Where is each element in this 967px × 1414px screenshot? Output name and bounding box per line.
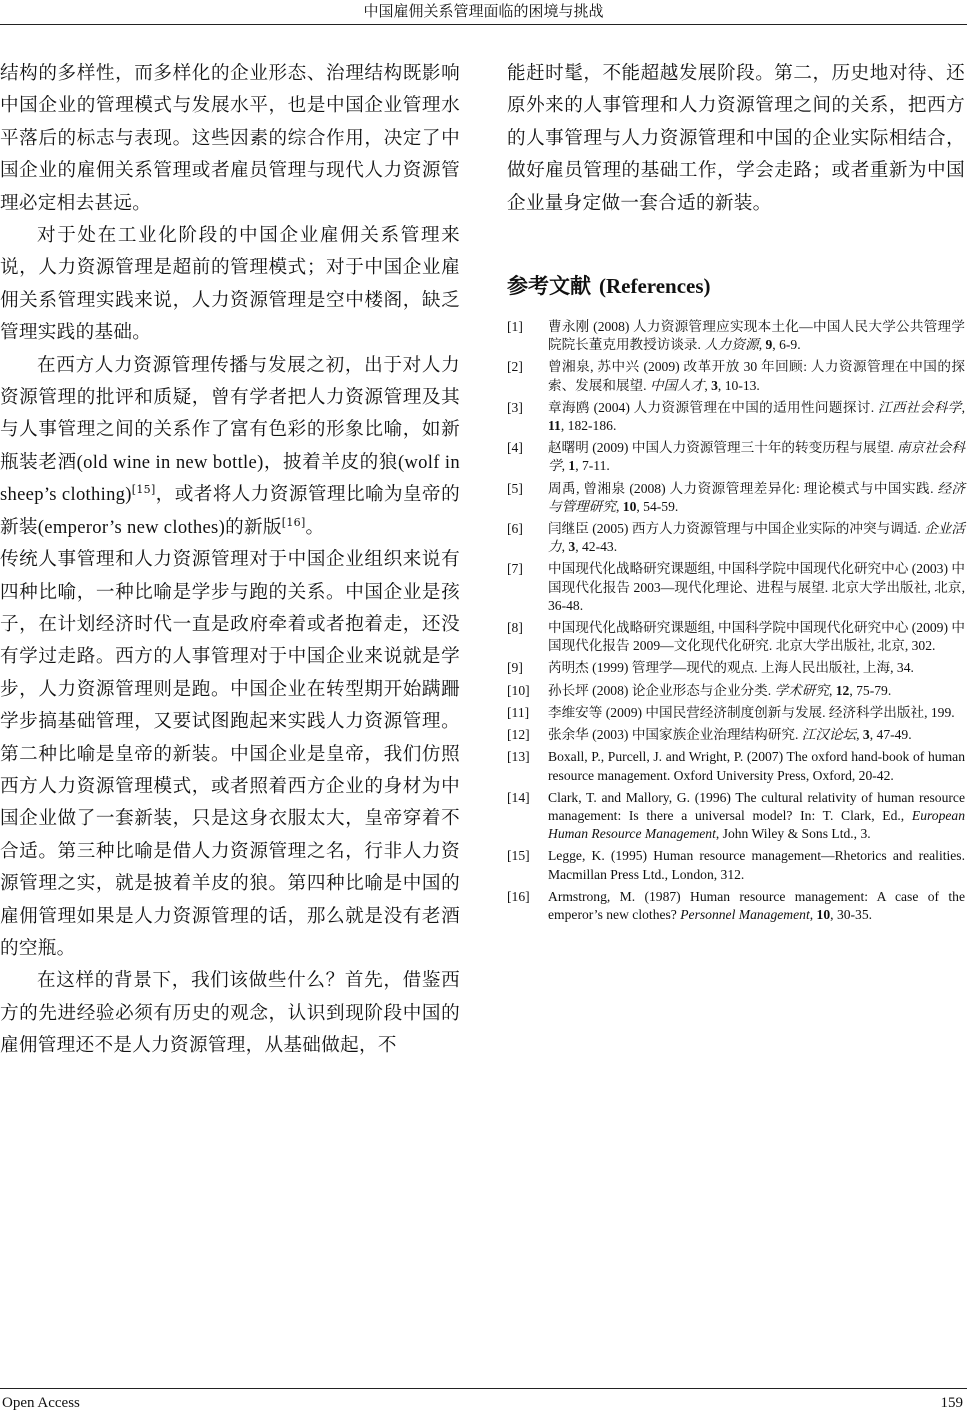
reference-item	[507, 318, 965, 354]
reference-number: [16]	[507, 888, 530, 904]
p3-text-c: ，披着羊皮的狼	[263, 451, 398, 473]
reference-item	[507, 847, 965, 883]
reference-sep: ,	[758, 337, 766, 353]
reference-item	[507, 888, 965, 924]
p3-text-f: (emperor’s new clothes)	[37, 516, 226, 538]
references-title-cn: 参考文献	[507, 273, 591, 299]
reference-sep: ,	[704, 377, 712, 393]
reference-list	[507, 318, 965, 924]
reference-pages: , 10-13.	[717, 377, 760, 393]
reference-pages: , 54-59.	[636, 498, 679, 514]
reference-sep: ,	[961, 399, 965, 415]
reference-text: 李维安等 (2009) 中国民营经济制度创新与发展. 经济科学出版社, 199.	[548, 704, 955, 720]
reference-volume: 10	[816, 906, 831, 922]
reference-volume: 3	[862, 727, 870, 743]
reference-item	[507, 480, 965, 516]
reference-item	[507, 748, 965, 784]
reference-pages: , 47-49.	[869, 727, 912, 743]
reference-volume: 9	[765, 337, 773, 353]
reference-text: 张余华 (2003) 中国家族企业治理结构研究.	[548, 727, 802, 743]
reference-number: [4]	[507, 440, 523, 456]
reference-journal: 学术研究	[774, 682, 829, 698]
citation-15[interactable]: [15]	[131, 483, 156, 497]
page-number: 159	[940, 1395, 963, 1411]
reference-item	[507, 704, 965, 722]
reference-volume: 10	[622, 498, 637, 514]
reference-item	[507, 520, 965, 556]
reference-volume: 3	[711, 377, 718, 393]
reference-sep: ,	[615, 498, 623, 514]
paragraph-2: 对于处在工业化阶段的中国企业雇佣关系管理来说，人力资源管理是超前的管理模式；对于中国企业雇佣关系管理实践来说，人力资源管理是空中楼阁，缺乏管理实践的基础。	[0, 225, 460, 344]
reference-number: [11]	[507, 704, 530, 720]
reference-volume: 1	[568, 458, 576, 474]
reference-number: [10]	[507, 682, 530, 698]
paragraph-6: 能赶时髦，不能超越发展阶段。第二，历史地对待、还原外来的人事管理和人力资源管理之间的关系，把西方的人事管理与人力资源管理和中国的企业实际相结合，做好雇员管理的基础工作，学会走路；或者重新为中国企业量身定做一套合适的新装。	[507, 63, 965, 214]
reference-item	[507, 682, 965, 700]
reference-text: 闫继臣 (2005) 西方人力资源管理与中国企业实际的冲突与调适.	[548, 521, 925, 537]
reference-text: 芮明杰 (1999) 管理学—现代的观点. 上海人民出版社, 上海, 34.	[548, 660, 914, 676]
left-column	[0, 58, 460, 1063]
paragraph-5: 在这样的背景下，我们该做些什么？首先，借鉴西方的先进经验必须有历史的观念，认识到现阶段中国的雇佣管理还不是人力资源管理，从基础做起，不	[0, 970, 460, 1057]
p3-text-b: (old wine in new bottle)	[76, 451, 264, 473]
reference-pages: , 7-11.	[575, 458, 610, 474]
reference-sep: ,	[561, 539, 569, 555]
reference-journal: 江西社会科学	[877, 399, 962, 415]
reference-item	[507, 726, 965, 744]
reference-text: 章海鸥 (2004) 人力资源管理在中国的适用性问题探讨.	[548, 399, 878, 415]
p3-text-e: ，或者将人力资源管理比喻为皇帝的新装	[0, 484, 460, 538]
reference-journal: 江汉论坛	[801, 727, 857, 743]
reference-text: 中国现代化战略研究课题组, 中国科学院中国现代化研究中心 (2003) 中国现代化报告 2003—现代化理论、进程与展望. 北京大学出版社, 北京, 36-48.	[548, 561, 965, 613]
reference-journal: 经济与管理研究	[548, 480, 966, 514]
reference-pages: , 6-9.	[772, 337, 801, 353]
reference-journal: 企业活力	[548, 521, 965, 555]
reference-sep: ,	[856, 727, 863, 743]
reference-text: 赵曙明 (2009) 中国人力资源管理三十年的转变历程与展望.	[548, 440, 898, 456]
citation-16[interactable]: [16]	[281, 515, 306, 529]
reference-volume: 11	[548, 418, 561, 434]
running-header	[0, 0, 967, 28]
p3-text-a: 在西方人力资源管理传播与发展之初，出于对人力资源管理的批评和质疑，曾有学者把人力资源管理及其与人事管理之间的关系作了富有色彩的形象比喻，如新瓶装老酒	[0, 354, 460, 473]
right-column	[507, 58, 965, 928]
reference-item	[507, 789, 965, 844]
reference-number: [7]	[507, 561, 523, 577]
reference-text: 中国现代化战略研究课题组, 中国科学院中国现代化研究中心 (2009) 中国现代化报告 2009—文化现代化研究. 北京大学出版社, 北京, 302.	[548, 620, 965, 654]
reference-item	[507, 439, 965, 475]
reference-number: [9]	[507, 660, 523, 676]
reference-number: [1]	[507, 319, 523, 335]
reference-text: 周禹, 曾湘泉 (2008) 人力资源管理差异化: 理论模式与中国实践.	[548, 480, 938, 496]
reference-text: Armstrong, M. (1987) Human resource management: A case of the emperor’s new clothes?	[548, 888, 965, 922]
reference-text: Clark, T. and Mallory, G. (1996) The cultural relativity of human resource management: Is there a universal model? In: T. Clark, Ed.,	[548, 789, 965, 823]
paragraph-1: 结构的多样性，而多样化的企业形态、治理结构既影响中国企业的管理模式与发展水平，也是中国企业管理水平落后的标志与表现。这些因素的综合作用，决定了中国企业的雇佣关系管理或者雇员管理与现代人力资源管理必定相去甚远。	[0, 63, 460, 214]
reference-journal: European Human Resource Management	[548, 807, 965, 842]
header-title: 中国雇佣关系管理面临的困境与挑战	[363, 2, 604, 20]
reference-volume: 12	[835, 682, 850, 698]
paragraph-3	[0, 350, 460, 544]
reference-number: [8]	[507, 620, 523, 636]
reference-sep: , John Wiley & Sons Ltd., 3.	[715, 826, 871, 842]
reference-item	[507, 560, 965, 615]
reference-pages: , 42-43.	[575, 539, 618, 555]
reference-number: [12]	[507, 727, 530, 743]
reference-volume: 3	[568, 539, 576, 555]
reference-text: 曹永刚 (2008) 人力资源管理应实现本土化—中国人民大学公共管理学院院长董克用教授访谈录.	[548, 319, 965, 353]
reference-number: [5]	[507, 480, 523, 496]
reference-number: [13]	[507, 749, 530, 765]
reference-text: Boxall, P., Purcell, J. and Wright, P. (2007) The oxford hand-book of human resource management. Oxford University Press, Oxford, 20-42.	[548, 749, 965, 783]
reference-item	[507, 619, 965, 655]
references-title-en: (References)	[599, 274, 711, 299]
p3-text-d: (wolf in sheep’s clothing)	[0, 451, 460, 506]
paragraph-4: 传统人事管理和人力资源管理对于中国企业组织来说有四种比喻，一种比喻是学步与跑的关系。中国企业是孩子，在计划经济时代一直是政府牵着或者抱着走，还没有学过走路。西方的人事管理对于中国企业来说就是学步，人力资源管理则是跑。中国企业在转型期开始蹒跚学步搞基础管理，又要试图跑起来实践人力资源管理。第二种比喻是皇帝的新装。中国企业是皇帝，我们仿照西方人力资源管理模式，或者照着西方企业的身材为中国企业做了一套新装，只是这身衣服太大，皇帝穿着不合适。第三种比喻是借人力资源管理之名，行非人力资源管理之实，就是披着羊皮的狼。第四种比喻是中国的雇佣管理如果是人力资源管理的话，那么就是没有老酒的空瓶。	[0, 549, 460, 959]
references-heading	[507, 272, 965, 300]
reference-number: [14]	[507, 789, 530, 805]
page-footer	[0, 1388, 967, 1414]
reference-number: [15]	[507, 848, 530, 864]
footer-rule	[0, 1388, 967, 1389]
reference-item	[507, 358, 965, 394]
reference-number: [3]	[507, 399, 523, 415]
reference-sep: ,	[561, 458, 569, 474]
reference-number: [6]	[507, 521, 523, 537]
reference-text: 曾湘泉, 苏中兴 (2009) 改革开放 30 年回顾: 人力资源管理在中国的探索、发展和展望.	[548, 359, 965, 393]
reference-pages: , 30-35.	[830, 906, 873, 922]
footer-open-access: Open Access	[2, 1395, 80, 1411]
reference-text: 孙长坪 (2008) 论企业形态与企业分类.	[548, 682, 775, 698]
reference-text: Legge, K. (1995) Human resource management—Rhetorics and realities. Macmillan Press Ltd., London, 312.	[548, 848, 965, 882]
reference-sep: ,	[828, 682, 836, 698]
reference-journal: 人力资源	[704, 337, 759, 353]
reference-journal: Personnel Management	[680, 906, 810, 922]
reference-pages: , 75-79.	[849, 682, 892, 698]
reference-item	[507, 399, 965, 435]
reference-pages: , 182-186.	[560, 418, 617, 434]
p3-text-g: 的新版	[225, 516, 282, 538]
reference-item	[507, 659, 965, 677]
reference-number: [2]	[507, 359, 523, 375]
reference-journal: 南京社会科学	[548, 440, 966, 474]
reference-sep: ,	[809, 906, 817, 922]
reference-journal: 中国人才	[649, 377, 705, 393]
p3-text-h: 。	[305, 516, 325, 538]
header-rule	[0, 24, 967, 25]
